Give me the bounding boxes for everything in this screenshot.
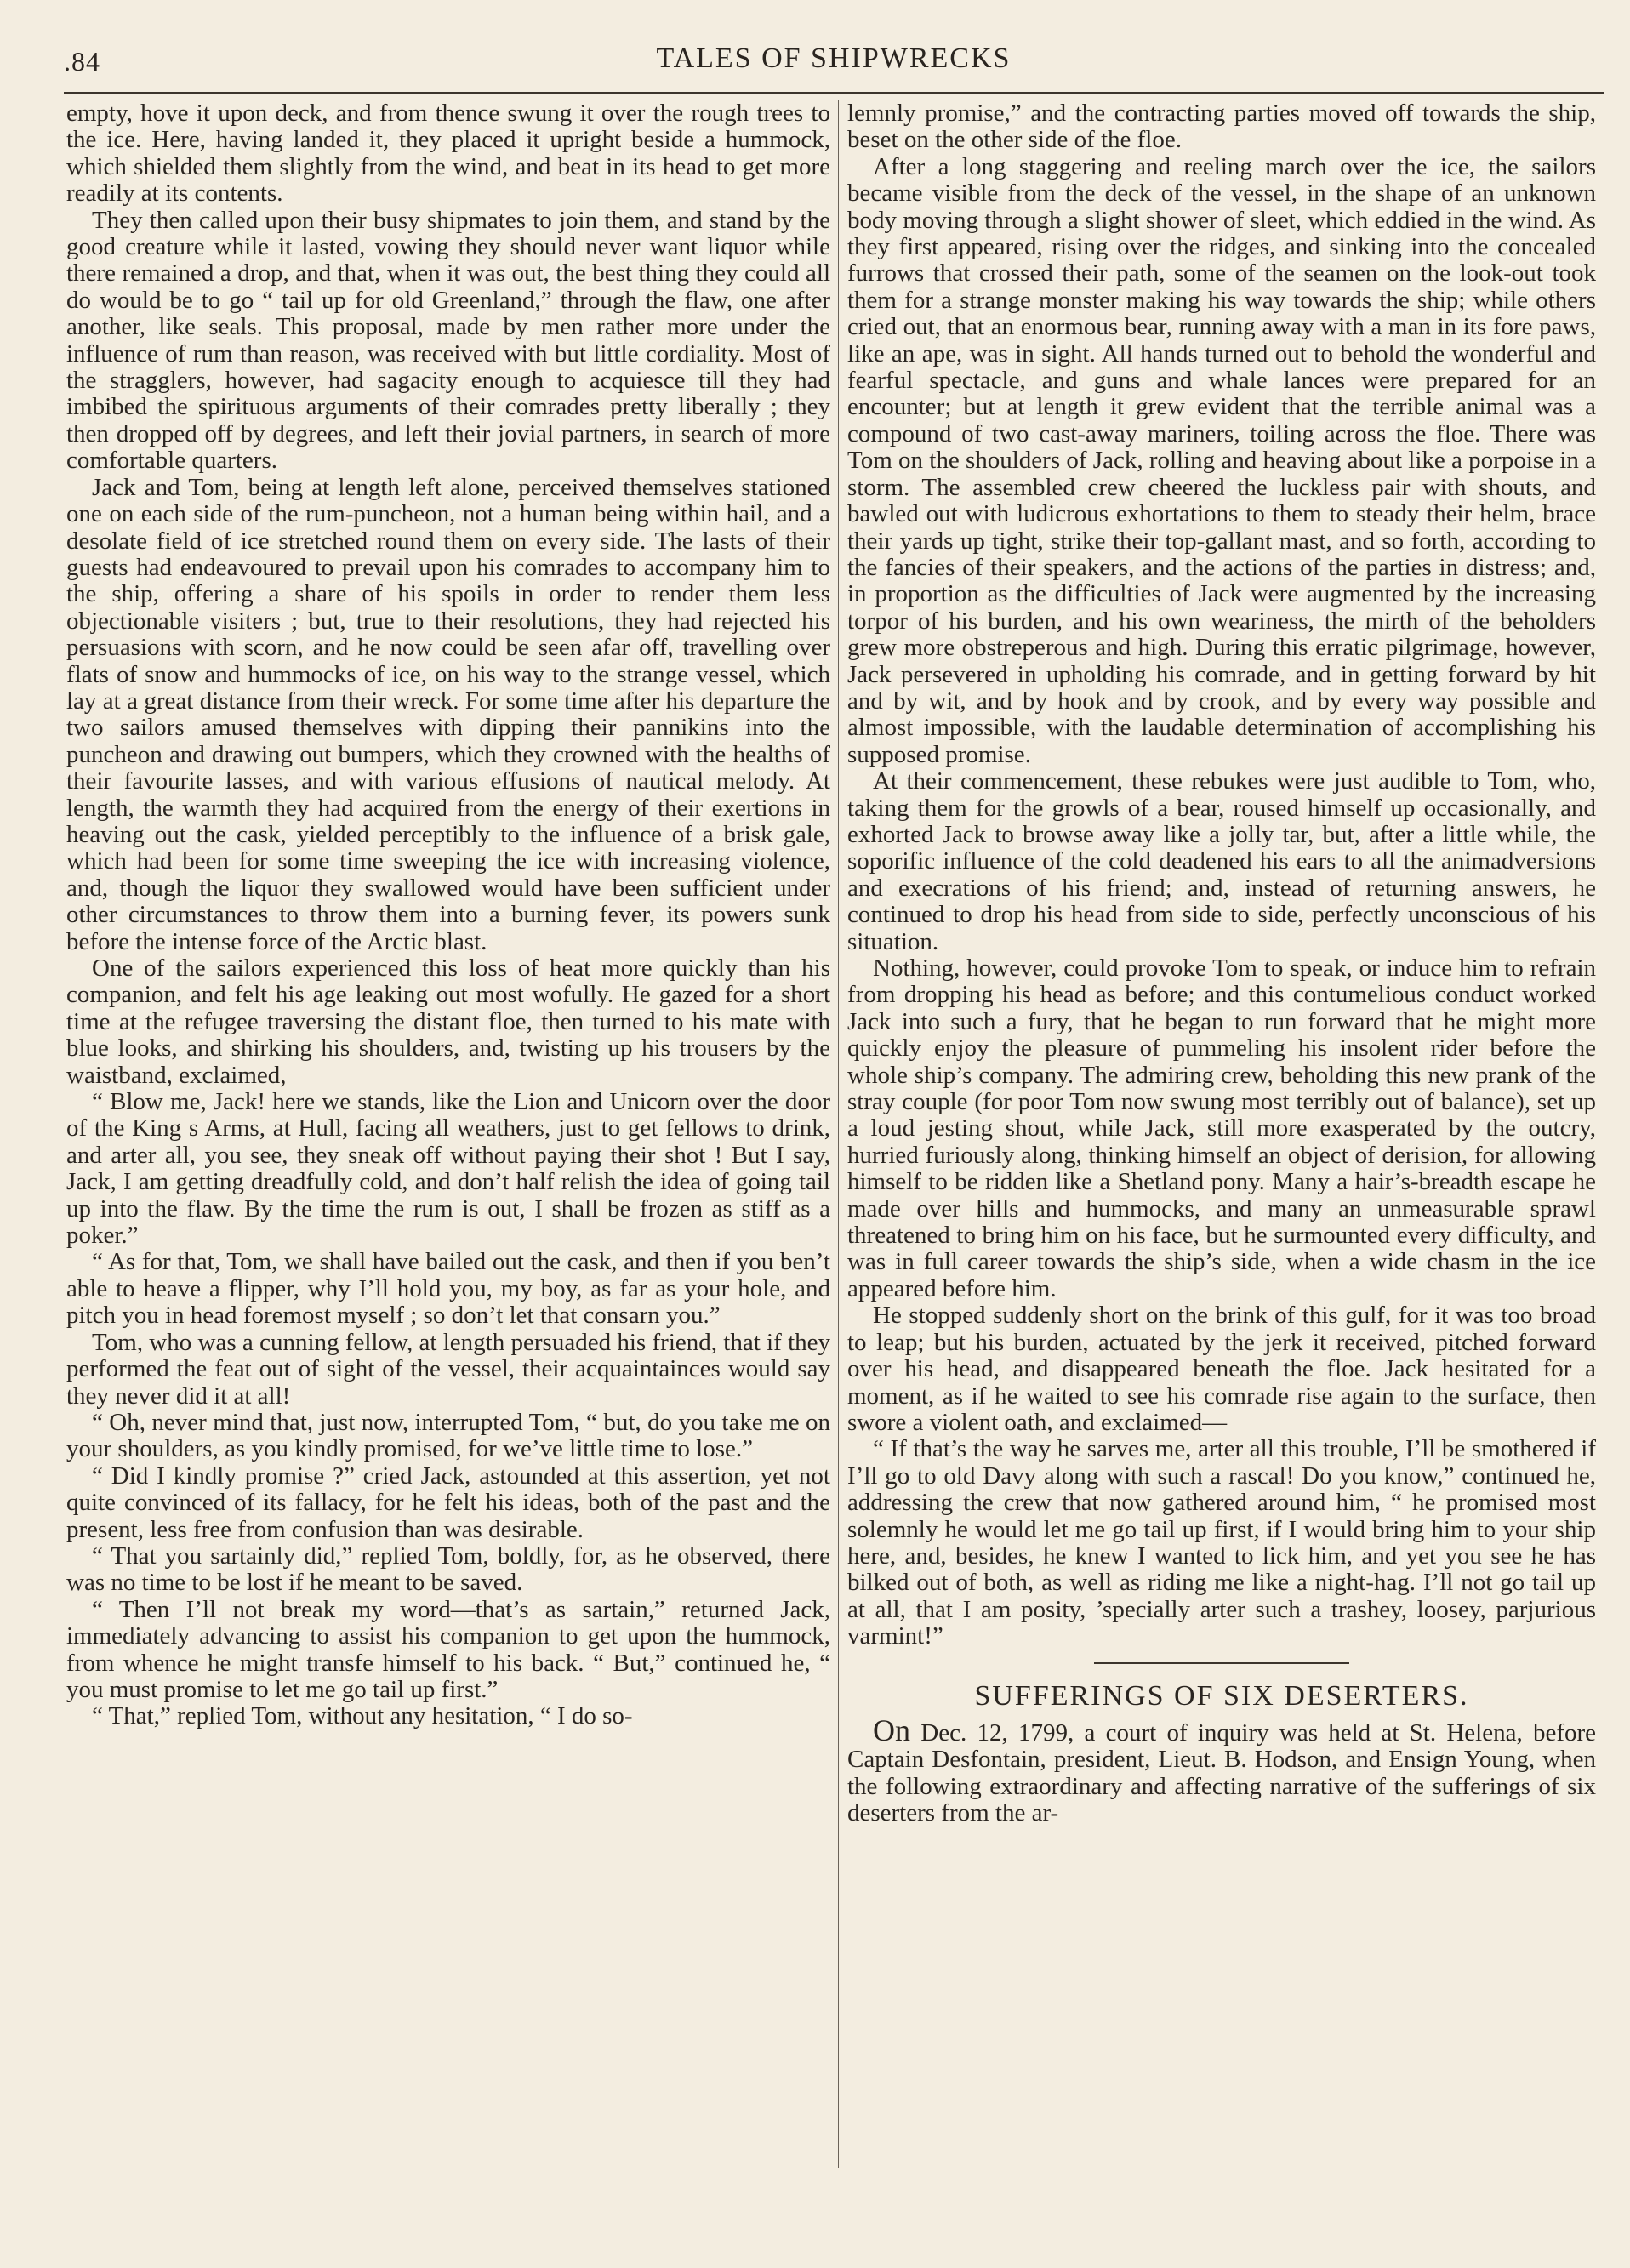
running-title: TALES OF SHIPWRECKS [656,43,1012,74]
paragraph: Nothing, however, could provoke Tom to speak, or induce him to refrain from dropping his head as before; and this contumelious conduct worked Jack into such a fury, that he began to run forward that he might more quickly enjoy the pleasure of pummeling his insolent rider before the whole ship’s company. The admiring crew, beholding this new prank of the stray couple (for poor Tom now swung most terribly out of balance), set up a loud jesting shout, while Jack, still more exasperated by the outcry, hurried furiously along, thinking himself an object of derision, for allowing himself to be ridden like a Shetland pony. Many a hair’s-breadth escape he made over hills and hummocks, and many an unmeasurable sprawl threatened to bring him on his face, but he surmounted every difficulty, and was in full career towards the ship’s side, when a wide chasm in the ice appeared before him. [847,954,1596,1302]
paragraph: “ Did I kindly promise ?” cried Jack, astounded at this assertion, yet not quite convinced of its fallacy, for he felt his ideas, both of the past and the present, less free from confusion than was desirable. [66,1462,830,1543]
paragraph: One of the sailors experienced this loss of heat more quickly than his companion, and felt his age leaking out most wofully. He gazed for a short time at the refugee traversing the distant floe, then turned to his mate with blue looks, and shirking his shoulders, and, twisting up his trousers by the waistband, exclaimed, [66,954,830,1089]
page-number: .84 [64,46,100,77]
paragraph: At their commencement, these rebukes were just audible to Tom, who, taking them for the growls of a bear, roused himself up occasionally, and exhorted Jack to browse away like a jolly tar, but, after a little while, the soporific influence of the cold deadened his ears to all the animadversions and execrations of his friend; and, instead of returning answers, he continued to drop his head from side to side, perfectly unconscious of his situation. [847,767,1596,955]
paragraph: “ That,” replied Tom, without any hesitation, “ I do so- [92,1702,633,1730]
column-divider [838,100,839,2168]
paragraph: lemnly promise,” and the contracting parties moved off towards the ship, beset on the other side of the floe. [847,100,1596,154]
paragraph: “ Then I’ll not break my word—that’s as sartain,” returned Jack, immediately advancing to assist his companion to get upon the hummock, from whence he might transfe himself to his back. “ But,” continued he, “ you must promise to let me go tail up first.” [66,1595,830,1703]
paragraph: “ Oh, never mind that, just now, interrupted Tom, “ but, do you take me on your shoulders, as you kindly promised, for we’ve little time to lose.” [66,1408,830,1463]
paragraph: “ Blow me, Jack! here we stands, like the Lion and Unicorn over the door of the King s Arms, at Hull, facing all weathers, just to get fellows to drink, and arter all, you see, they sneak off without paying their shot ! But I say, Jack, I am getting dreadfully cold, and don’t half relish the idea of going tail up into the flaw. By the time the rum is out, I shall be frozen as stiff as a poker.” [66,1088,830,1250]
section-text: Dec. 12, 1799, a court of inquiry was held at St. Helena, before Captain Desfontain, president, Lieut. B. Hodson, and Ensign Young, when the following extraordinary and affecting narrative of the sufferings of six deserters from the ar- [847,1718,1596,1827]
paragraph: They then called upon their busy shipmates to join them, and stand by the good creature while it lasted, vowing they should never want liquor while there remained a drop, and that, when it was out, the best thing they could all do would be to go “ tail up for old Greenland,” through the flaw, one after another, like seals. This proposal, made by men rather more under the influence of rum than reason, was received with but little cordiality. Most of the stragglers, however, had sagacity enough to acquiesce till they had imbibed the spirituous arguments of their comrades pretty liberally ; they then dropped off by degrees, and left their jovial partners, in search of more comfortable quarters. [66,206,830,475]
paragraph: empty, hove it upon deck, and from thence swung it over the rough trees to the ice. Here, having landed it, they placed it upright beside a hummock, which shielded them slightly from the wind, and beat in its head to get more readily at its contents. [66,100,830,208]
left-column [66,100,830,2193]
section-paragraph [847,1712,1596,1827]
section-title: SUFFERINGS OF SIX DESERTERS. [974,1679,1469,1712]
paragraph: “ If that’s the way he sarves me, arter all this trouble, I’ll be smothered if I’ll go to old Davy along with such a rascal! Do you know,” continued he, addressing the crew that now gathered around him, “ he promised most solemnly he would let me go tail up first, if I would bring him to your ship here, and, besides, he knew I wanted to lick him, and yet you see he has bilked out of both, as well as riding me like a night-hag. I’ll not go tail up at all, that I am posity, ’specially arter such a trashey, loosey, parjurious varmint!” [847,1435,1596,1650]
first-word: On [873,1712,910,1747]
paragraph: After a long staggering and reeling march over the ice, the sailors became visible from the deck of the vessel, in the shape of an unknown body moving through a slight shower of sleet, which eddied in the wind. As they first appeared, rising over the ridges, and sinking into the concealed furrows that crossed their path, some of the seamen on the look-out took them for a strange monster making his way towards the ship; while others cried out, that an enormous bear, running away with a man in its fore paws, like an ape, was in sight. All hands turned out to behold the wonderful and fearful spectacle, and guns and whale lances were prepared for an encounter; but at length it grew evident that the terrible animal was a compound of two cast-away mariners, toiling across the floe. There was Tom on the shoulders of Jack, rolling and heaving about like a porpoise in a storm. The assembled crew cheered the luckless pair with shouts, and bawled out with ludicrous exhortations to them to steady their helm, brace their yards up tight, strike their top-gallant mast, and so forth, according to the fancies of their speakers, and the actions of the parties in distress; and, in proportion as the difficulties of Jack were augmented by the increasing torpor of his burden, and his own weariness, the mirth of the beholders grew more obstreperous and high. During this erratic pilgrimage, however, Jack persevered in upholding his comrade, and in getting forward by hit and by wit, and by hook and by crook, and by every way possible and almost impossible, with the laudable determination of accomplishing his supposed promise. [847,152,1596,768]
paragraph: “ That you sartainly did,” replied Tom, boldly, for, as he observed, there was no time to be lost if he meant to be saved. [66,1541,830,1597]
header-rule [64,92,1604,94]
page-header [64,36,1604,87]
section-separator [1094,1662,1349,1664]
paragraph: He stopped suddenly short on the brink of this gulf, for it was too broad to leap; but his burden, actuated by the jerk it received, pitched forward over his head, and disappeared beneath the floe. Jack hesitated for a moment, as if he waited to see his comrade rise again to the surface, then swore a violent oath, and exclaimed— [847,1302,1596,1436]
paragraph: “ As for that, Tom, we shall have bailed out the cask, and then if you ben’t able to heave a flipper, why I’ll hold you, my boy, as far as your hole, and pitch you in head foremost myself ; so don’t let that consarn you.” [66,1248,830,1330]
paragraph: Tom, who was a cunning fellow, at length persuaded his friend, that if they performed the feat out of sight of the vessel, their acquaintainces would say they never did it at all! [66,1328,830,1410]
paragraph: Jack and Tom, being at length left alone, perceived themselves stationed one on each side of the rum-puncheon, not a human being within hail, and a desolate field of ice stretched round them on every side. The lasts of their guests had endeavoured to prevail upon his comrades to accompany him to the ship, offering a share of his spoils in order to render them less objectionable visiters ; but, true to their resolutions, they had rejected his persuasions with scorn, and he now could be seen afar off, travelling over flats of snow and hummocks of ice, on his way to the strange vessel, which lay at a great distance from their wreck. For some time after his departure the two sailors amused themselves with dipping their pannikins into the puncheon and drawing out bumpers, which they crowned with the healths of their favourite lasses, and with various effusions of nautical melody. At length, the warmth they had acquired from the energy of their exertions in heaving out the cask, yielded perceptibly to the influence of a brisk gale, which had been for some time sweeping the ice with increasing violence, and, though the liquor they swallowed would have been sufficient under other circumstances to throw them into a burning fever, its powers sunk before the intense force of the Arctic blast. [66,473,830,955]
right-column [847,100,1596,2193]
